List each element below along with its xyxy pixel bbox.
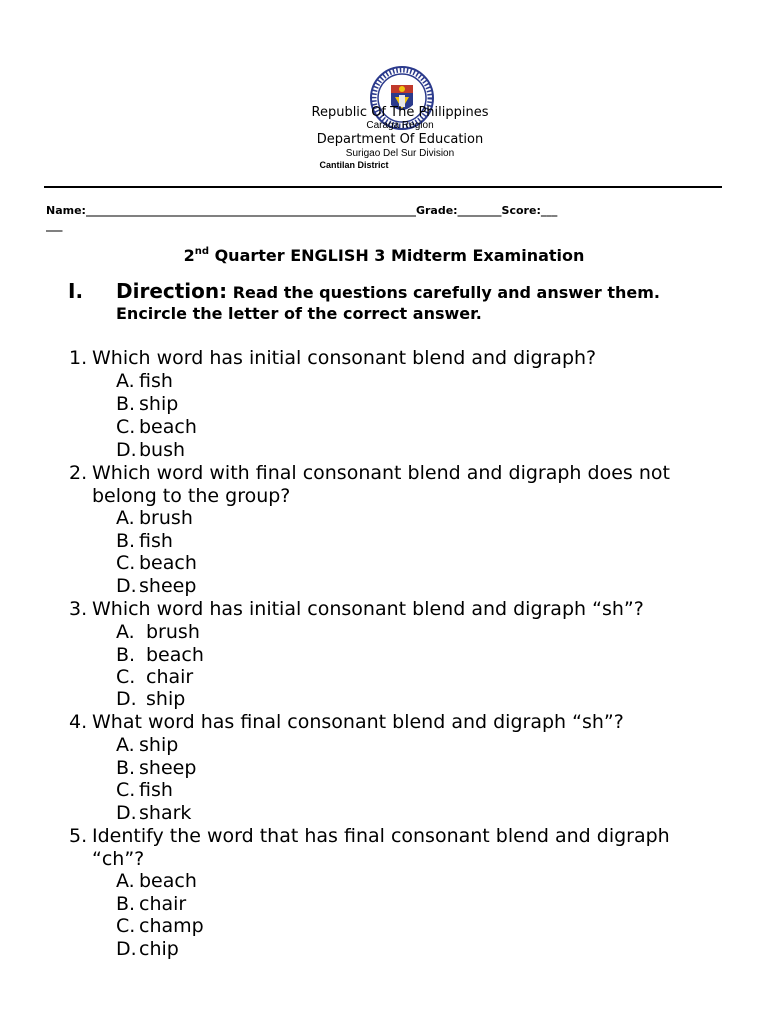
option-letter: D. [116,575,137,597]
question-text: Which word has initial consonant blend and digraph “sh”? [92,598,644,620]
option-letter: A. [116,621,135,643]
option-letter: C. [116,915,136,937]
header-divider [44,186,722,188]
option-text: brush [139,507,193,529]
option-letter: D. [116,802,137,824]
option-text: brush [146,621,200,643]
question-text: What word has final consonant blend and digraph “sh”? [92,711,624,733]
option-text: fish [139,370,173,392]
option-letter: B. [116,393,136,415]
option-letter: A. [116,507,135,529]
question-number: 4. [69,711,88,733]
option-text: chair [139,893,187,915]
republic-line: Republic Of The Philippines [311,105,489,120]
option-text: sheep [139,757,197,779]
question-text: Which word with final consonant blend and digraph does not [92,462,670,484]
option-text: sheep [139,575,197,597]
question-number: 1. [69,347,88,369]
question-number: 2. [69,462,88,484]
question-text: Identify the word that has final consonant blend and digraph [92,825,670,847]
option-text: chair [146,666,194,688]
option-letter: A. [116,734,135,756]
option-text: beach [139,552,197,574]
option-letter: C. [116,552,136,574]
option-text: bush [139,439,186,461]
option-text: beach [139,870,197,892]
option-text: fish [139,779,173,801]
name-row-continuation: ___ [46,219,63,232]
option-letter: B. [116,893,136,915]
section-number: I. [68,279,84,303]
division-line: Surigao Del Sur Division [345,148,455,159]
direction-text-line2: Encircle the letter of the correct answer. [116,304,482,323]
option-letter: A. [116,870,135,892]
direction-text-line1: Read the questions carefully and answer them. [227,283,660,302]
option-text: champ [139,915,204,937]
question-number: 3. [69,598,88,620]
option-text: ship [139,734,179,756]
option-letter: A. [116,370,135,392]
direction-label: Direction: [116,279,228,303]
district-line: Cantilan District [319,160,389,170]
option-letter: C. [116,416,136,438]
option-letter: B. [116,530,136,552]
option-letter: D. [116,439,137,461]
option-text: shark [139,802,192,824]
title-ordinal: nd [194,246,209,257]
region-line: Caraga Region [366,120,434,131]
option-text: beach [139,416,197,438]
question-number: 5. [69,825,88,847]
option-letter: C. [116,666,136,688]
name-grade-score-row[interactable]: Name:____________________________________________________________Grade:________Score:___ [46,204,558,217]
option-text: beach [146,644,204,666]
option-letter: D. [116,688,137,710]
option-letter: B. [116,757,136,779]
option-text: ship [146,688,186,710]
question-text: “ch”? [92,848,145,870]
section-direction [116,279,660,303]
department-line: Department Of Education [316,132,484,147]
option-letter: D. [116,938,137,960]
option-text: chip [139,938,179,960]
option-text: ship [139,393,179,415]
question-text: belong to the group? [92,485,291,507]
option-text: fish [139,530,173,552]
option-letter: C. [116,779,136,801]
exam-title [0,246,768,265]
question-text: Which word has initial consonant blend and digraph? [92,347,597,369]
title-number: 2 [183,246,195,265]
title-text: Quarter ENGLISH 3 Midterm Examination [209,246,585,265]
option-letter: B. [116,644,136,666]
